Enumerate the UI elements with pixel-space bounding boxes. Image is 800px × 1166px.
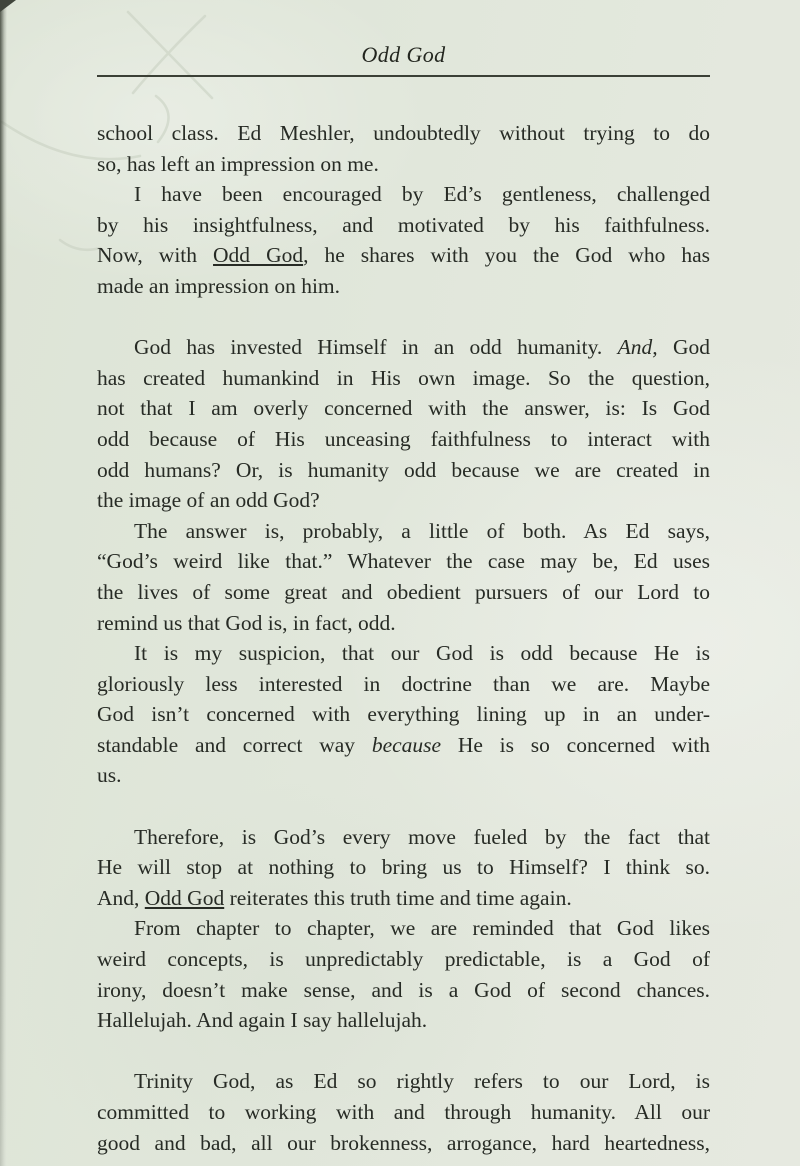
text-line: Hallelujah. And again I say hallelujah. [97,1008,428,1033]
text-segment: And, [97,885,145,910]
italic-segment: because [371,732,442,757]
text-line: He will stop at nothing to bring us to Himself? I think so. [97,855,710,880]
text-line: not that I am overly concerned with the answer, is: Is God [97,396,710,421]
text-line: good and bad, all our brokenness, arrogance, hard heartedness, [97,1130,710,1155]
text-line: by his insightfulness, and motivated by his faithfulness. [97,212,710,237]
text-line: so, has left an impression on me. [97,151,379,176]
text-line: made an impression on him. [97,273,341,298]
text-line: has created humankind in His own image. So the question, [97,365,710,390]
text-segment: Now, with [97,243,214,268]
text-segment: God [657,335,710,360]
text-line: odd humans? Or, is humanity odd because we are created in [97,457,710,482]
text-line: school class. Ed Meshler, undoubtedly without trying to do [97,121,710,145]
text-line: From chapter to chapter, we are reminded that God likes [134,916,710,941]
text-line: the image of an odd God? [97,488,320,513]
text-line: “God’s weird like that.” Whatever the case may be, Ed uses [97,549,710,574]
italic-segment: And, [617,335,658,360]
text-line [97,883,710,914]
text-line [97,240,710,271]
running-header: Odd God [361,42,446,67]
text-line: Therefore, is God’s every move fueled by the fact that [134,824,710,849]
section-break [97,791,710,822]
text-line: Trinity God, as Ed so rightly refers to our Lord, is [134,1069,710,1094]
book-title-underlined: Odd God [213,243,304,268]
scanner-edge-shadow [0,0,7,1166]
text-line [97,730,710,761]
text-segment: reiterates this truth time and time again. [224,885,572,910]
text-line: I have been encouraged by Ed’s gentleness, challenged [134,182,710,207]
text-line: us. [97,763,122,788]
header-rule [97,75,710,77]
text-line: irony, doesn’t make sense, and is a God of second chances. [97,977,710,1002]
text-line: weird concepts, is unpredictably predictable, is a God of [97,947,710,972]
text-column [97,118,710,1158]
text-segment: He is so concerned with [441,732,710,757]
text-line: odd because of His unceasing faithfulness to interact with [97,426,710,451]
text-line [97,332,710,363]
book-title-underlined: Odd God [144,885,225,910]
section-break [97,1036,710,1067]
text-line: committed to working with and through humanity. All our [97,1100,710,1124]
section-break [97,302,710,333]
text-line: It is my suspicion, that our God is odd because He is [134,641,710,666]
text-line: the lives of some great and obedient pursuers of our Lord to [97,579,710,604]
text-line: The answer is, probably, a little of both. As Ed says, [134,518,710,543]
text-line: gloriously less interested in doctrine than we are. Maybe [97,671,710,696]
text-line: remind us that God is, in fact, odd. [97,610,396,635]
text-segment: , he shares with you the God who has [303,243,710,268]
text-line: God isn’t concerned with everything lining up in an under- [97,702,710,727]
text-segment: standable and correct way [97,732,372,757]
scanner-corner-artifact [0,0,16,12]
text-segment: God has invested Himself in an odd humanity. [134,335,618,360]
